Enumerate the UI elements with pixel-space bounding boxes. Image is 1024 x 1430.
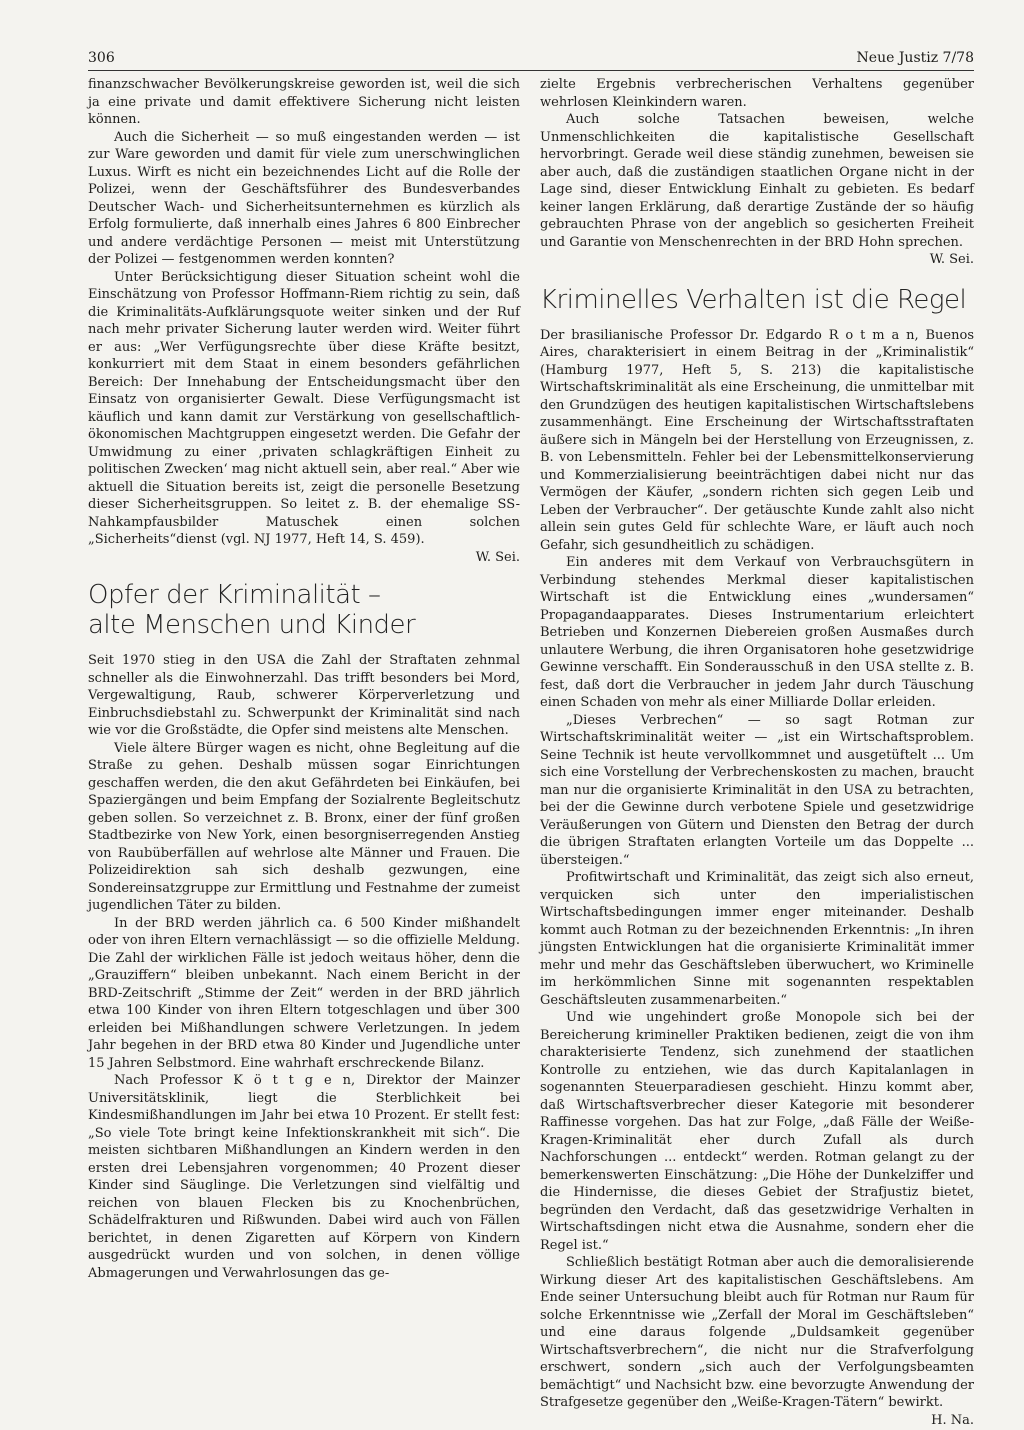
paragraph: Nach Professor K ö t t g e n, Direktor der Mainzer Universitätsklinik, liegt die Sterblichkeit bei Kindesmißhandlungen im Jahr bei etwa 10 Prozent. Er stellt fest: „So viele Tote bringt keine Infektionskrankheit mit sich“. Die meisten sichtbaren Mißhandlungen an Kindern werden in den ersten drei Lebensjahren vorgenommen; 40 Prozent dieser Kinder sind Säuglinge. Die Verletzungen sind vielfältig und reichen von blauen Flecken bis zu Knochenbrüchen, Schädelfrakturen und Rißwunden. Dabei wird auch von Fällen berichtet, in denen Zigaretten auf Körpern von Kindern ausgedrückt wurden und von solchen, in denen völlige Abmagerungen und Verwahrlosungen das ge- (88, 1073, 520, 1281)
paragraph: Unter Berücksichtigung dieser Situation scheint wohl die Einschätzung von Professor Hoffmann-Riem richtig zu sein, daß die Kriminalitäts-Aufklärungsquote weiter sinken und der Ruf nach mehr privater Sicherung lauter werden wird. Weiter führt er aus: „Wer Verfügungsrechte über diese Kräfte besitzt, konkurriert mit dem Staat in einem besonders gefährlichen Bereich: Der Innehabung der Entscheidungsmacht über den Einsatz von organisierter Gewalt. Diese Verfügungsmacht ist käuflich und kann damit zur Verstärkung von gesellschaftlich-ökonomischen Machtgruppen eingesetzt werden. Die Gefahr der Umwidmung zu einer ‚privaten schlagkräftigen Einheit zu politischen Zwecken‘ mag nicht aktuell sein, aber real.“ Aber wie aktuell die Situation bereits ist, zeigt die personelle Besetzung dieser Sicherheitsgruppen. So leitet z. B. der ehemalige SS-Nahkampfausbilder Matuschek einen solchen „Sicherheits“dienst (vgl. NJ 1977, Heft 14, S. 459). (88, 269, 520, 547)
paragraph: Auch solche Tatsachen beweisen, welche Unmenschlichkeiten die kapitalistische Gesellschaft hervorbringt. Gerade weil diese ständig zunehmen, beweisen sie aber auch, daß die zuständigen staatlichen Organe nicht in der Lage sind, dieser Entwicklung Einhalt zu gebieten. Es bedarf keiner langen Erklärung, daß derartige Zustände der so häufig gebrauchten Phrase von der angeblich so gesicherten Freiheit und Garantie von Menschenrechten in der BRD Hohn sprechen. (540, 112, 974, 250)
right-column (540, 76, 974, 1429)
paragraph: „Dieses Verbrechen“ — so sagt Rotman zur Wirtschaftskriminalität weiter — „ist ein Wirtschaftsproblem. Seine Technik ist heute vervollkommnet und ausgetüftelt ... Um sich eine Vorstellung der Verbrechenskosten zu machen, braucht man nur die organisierte Kriminalität in den USA zu betrachten, bei der die Gewinne durch verbotene Spiele und gesetzwidrige Veräußerungen von Gütern und Diensten den Betrag der durch die übrigen Straftaten erlangten Vorteile um das Doppelte ... übersteigen.“ (540, 712, 974, 868)
heading-line: alte Menschen und Kinder (88, 610, 416, 640)
page-number: 306 (88, 50, 115, 66)
heading-line: Opfer der Kriminalität – (88, 580, 381, 610)
paragraph: Auch die Sicherheit — so muß eingestanden werden — ist zur Ware geworden und damit für viele zum unerschwinglichen Luxus. Wirft es nicht ein bezeichnendes Licht auf die Rolle der Polizei, wenn der Geschäftsführer des Bundesverbandes Deutscher Wach- und Sicherheitsunternehmen es kürzlich als Erfolg formulierte, daß innerhalb eines Jahres 6 800 Einbrecher und andere verdächtige Personen — meist mit Unterstützung der Polizei — festgenommen werden konnten? (88, 129, 520, 267)
author-signature: H. Na. (931, 1412, 974, 1428)
paragraph: Ein anderes mit dem Verkauf von Verbrauchsgütern in Verbindung stehendes Merkmal dieser kapitalistischen Wirtschaft ist die Entwicklung eines „wundersamen“ Propagandaapparates. Dieses Instrumentarium erleichtert Betrieben und Konzernen Diebereien großen Ausmaßes durch unlautere Werbung, die ihren Organisatoren hohe gesetzwidrige Gewinne verschafft. Ein Sonderausschuß in den USA stellte z. B. fest, daß dort die Verbraucher in jedem Jahr durch Täuschung einen Schaden von mehr als einer Milliarde Dollar erleiden. (540, 555, 974, 710)
journal-issue: Neue Justiz 7/78 (856, 50, 974, 66)
paragraph: Schließlich bestätigt Rotman aber auch die demoralisierende Wirkung dieser Art des kapitalistischen Geschäftslebens. Am Ende seiner Untersuchung bleibt auch für Rotman nur Raum für solche Erkenntnisse wie „Zerfall der Moral im Geschäftsleben“ und eine daraus folgende „Duldsamkeit gegenüber Wirtschaftsverbrechern“, die nicht nur die Strafverfolgung erschwert, sondern „sich auch der Verfolgungsbeamten bemächtigt“ und Nachsicht bzw. eine bevorzugte Anwendung der Strafgesetze gegenüber den „Weiße-Kragen-Tätern“ bewirkt. (540, 1255, 974, 1410)
paragraph: finanzschwacher Bevölkerungskreise geworden ist, weil die sich ja eine private und damit effektivere Sicherung nicht leisten können. (88, 77, 520, 127)
running-header (88, 50, 974, 70)
paragraph: Der brasilianische Professor Dr. Edgardo R o t m a n, Buenos Aires, charakterisiert in einem Beitrag in der „Kriminalistik“ (Hamburg 1977, Heft 5, S. 213) die kapitalistische Wirtschaftskriminalität als eine Erscheinung, die unmittelbar mit den Grundzügen des heutigen kapitalistischen Wirtschaftslebens zusammenhängt. Eine Erscheinung der Wirtschaftsstraftaten äußere sich in Mängeln bei der Herstellung von Erzeugnissen, z. B. von Lebensmitteln. Fehler bei der Lebensmittelkonservierung und Kommerzialisierung beeinträchtigen dabei nicht nur das Vermögen der Käufer, „sondern richten sich gegen Leib und Leben der Verbraucher“. Der getäuschte Kunde zahlt also nicht allein sein gutes Geld für schlechte Ware, er läuft auch noch Gefahr, sich gesundheitlich zu schädigen. (540, 327, 974, 553)
header-rule (88, 70, 974, 71)
article-heading (88, 580, 520, 640)
author-signature: W. Sei. (929, 252, 974, 267)
paragraph: Seit 1970 stieg in den USA die Zahl der Straftaten zehnmal schneller als die Einwohnerzahl. Das trifft besonders bei Mord, Vergewaltigung, Raub, schwerer Körperverletzung und Einbruchsdiebstahl zu. Schwerpunkt der Kriminalität sind nach wie vor die Großstädte, die Opfer sind meistens alte Menschen. (88, 653, 520, 738)
author-signature: W. Sei. (475, 549, 520, 565)
paragraph: Profitwirtschaft und Kriminalität, das zeigt sich also erneut, verquicken sich unter den imperialistischen Wirtschaftsbedingungen immer enger miteinander. Deshalb kommt auch Rotman zu der bezeichnenden Erkenntnis: „In ihren jüngsten Entwicklungen hat die organisierte Kriminalität immer mehr und mehr das Geschäftsleben überwuchert, wo Kriminelle im herkömmlichen Sinne mit sogenannten respektablen Geschäftsleuten zusammenarbeiten.“ (540, 870, 974, 1008)
article-heading: Kriminelles Verhalten ist die Regel (540, 284, 967, 315)
paragraph: In der BRD werden jährlich ca. 6 500 Kinder mißhandelt oder von ihren Eltern vernachlässigt — so die offizielle Meldung. Die Zahl der wirklichen Fälle ist jedoch weitaus höher, denn die „Grauziffern“ bleiben unbekannt. Nach einem Bericht in der BRD-Zeitschrift „Stimme der Zeit“ werden in der BRD jährlich etwa 100 Kinder von ihren Eltern totgeschlagen und über 300 erleiden bei Mißhandlungen schwere Verletzungen. In jedem Jahr begehen in der BRD etwa 80 Kinder und Jugendliche unter 15 Jahren Selbstmord. Eine wahrhaft erschreckende Bilanz. (88, 915, 520, 1071)
paragraph: Und wie ungehindert große Monopole sich bei der Bereicherung krimineller Praktiken bedienen, zeigt die von ihm charakterisierte Tendenz, sich zunehmend der staatlichen Kontrolle zu entziehen, wie das durch Kapitalanlagen in sogenannten Steuerparadiesen geschieht. Hinzu kommt aber, daß Wirtschaftsverbrecher dieser Kategorie mit besonderer Raffinesse vorgehen. Das hat zur Folge, „daß Fälle der Weiße-Kragen-Kriminalität eher durch Zufall als durch Nachforschungen ... entdeckt“ werden. Rotman gelangt zu der bemerkenswerten Einschätzung: „Die Höhe der Dunkelziffer und die Hindernisse, die dieses Gebiet der Strafjustiz bietet, begründen den Verdacht, daß das gesetzwidrige Verhalten in Wirtschaftsdingen nicht etwa die Ausnahme, sondern eher die Regel ist.“ (540, 1010, 974, 1253)
left-column (88, 76, 520, 1282)
paragraph: zielte Ergebnis verbrecherischen Verhaltens gegenüber wehrlosen Kleinkindern waren. (540, 77, 974, 110)
paragraph: Viele ältere Bürger wagen es nicht, ohne Begleitung auf die Straße zu gehen. Deshalb müssen sogar Einrichtungen geschaffen werden, die den akut Gefährdeten bei Einkäufen, bei Spaziergängen und beim Empfang der Sozialrente Begleitschutz geben sollen. So verzeichnet z. B. Bronx, einer der fünf großen Stadtbezirke von New York, einen besorgniserregenden Anstieg von Raubüberfällen auf wehrlose alte Männer und Frauen. Die Polizeidirektion sah sich deshalb gezwungen, eine Sondereinsatzgruppe zur Ermittlung und Festnahme der zumeist jugendlichen Täter zu bilden. (88, 740, 520, 913)
